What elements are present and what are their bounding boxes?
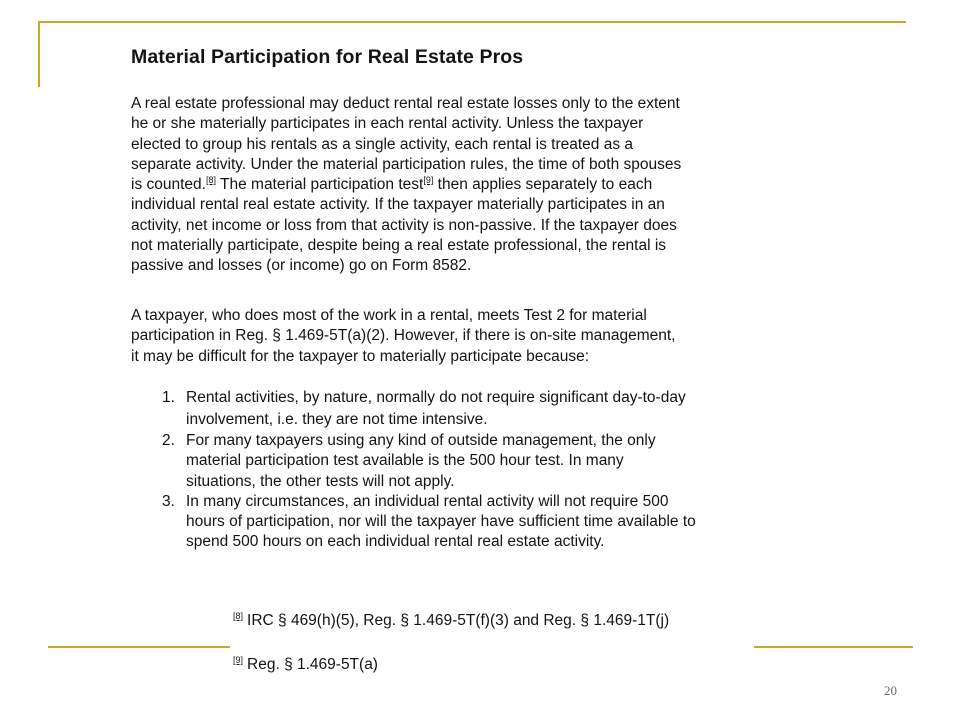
list-item xyxy=(162,492,696,553)
text-line: For many taxpayers using any kind of outside management, the only xyxy=(186,432,656,449)
slide-frame-bottom-left-line xyxy=(48,646,230,648)
text-line: situations, the other tests will not apply. xyxy=(186,472,455,490)
paragraph-material-participation xyxy=(131,94,811,277)
text-line: involvement, i.e. they are not time intensive. xyxy=(186,411,488,428)
text-line: it may be difficult for the taxpayer to materially participate because: xyxy=(131,347,590,365)
document-excerpt xyxy=(118,32,808,572)
footnote-text: Reg. § 1.469-5T(a) xyxy=(247,656,378,673)
footnote-link-9[interactable]: [9] xyxy=(423,175,434,186)
list-item-number: 1. xyxy=(162,389,175,406)
slide-frame-bottom-right-line xyxy=(754,646,913,648)
text-segment: then applies separately to each xyxy=(433,176,653,194)
text-line: individual rental real estate activity. If the taxpayer materially participates in an xyxy=(131,196,665,214)
text-line: A real estate professional may deduct rental real estate losses only to the extent xyxy=(131,95,680,112)
text-line: In many circumstances, an individual rental activity will not require 500 xyxy=(186,492,669,510)
text-line: Rental activities, by nature, normally do not require significant day-to-day xyxy=(186,389,686,406)
text-line-with-references xyxy=(131,175,811,195)
text-line: he or she materially participates in each rental activity. Unless the taxpayer xyxy=(131,115,644,133)
paragraph-test-2 xyxy=(131,306,811,367)
page-number: 20 xyxy=(884,683,897,698)
footnotes-block xyxy=(230,600,754,680)
reasons-list xyxy=(162,387,696,553)
text-segment: is counted. xyxy=(131,176,206,194)
text-line: passive and losses (or income) go on Form 8582. xyxy=(131,257,472,275)
text-line: separate activity. Under the material participation rules, the time of both spouses xyxy=(131,155,682,173)
text-line: not materially participate, despite being a real estate professional, the rental is xyxy=(131,237,667,255)
slide-frame-left-line xyxy=(38,21,40,87)
footnote-ref-9: [9] xyxy=(233,655,244,665)
text-line: material participation test available is the 500 hour test. In many xyxy=(186,452,624,470)
footnote-link-8[interactable]: [8] xyxy=(205,175,216,186)
footnote-9 xyxy=(233,656,378,674)
list-item-number: 2. xyxy=(162,432,175,449)
list-item xyxy=(162,431,696,492)
text-line: A taxpayer, who does most of the work in a rental, meets Test 2 for material xyxy=(131,307,647,324)
text-line: spend 500 hours on each individual rental real estate activity. xyxy=(186,533,605,551)
footnote-text: IRC § 469(h)(5), Reg. § 1.469-5T(f)(3) and Reg. § 1.469-1T(j) xyxy=(247,612,670,629)
text-line: activity, net income or loss from that activity is non-passive. If the taxpayer does xyxy=(131,216,677,234)
document-title: Material Participation for Real Estate Pros xyxy=(131,46,524,68)
footnote-ref-8: [8] xyxy=(233,611,244,621)
text-segment: The material participation test xyxy=(215,176,424,194)
slide-frame-top-line xyxy=(40,21,906,23)
list-item xyxy=(162,387,696,431)
footnote-8 xyxy=(233,612,669,630)
text-line: participation in Reg. § 1.469-5T(a)(2). However, if there is on-site management, xyxy=(131,327,676,345)
text-line: hours of participation, nor will the taxpayer have sufficient time available to xyxy=(186,513,696,531)
text-line: elected to group his rentals as a single activity, each rental is treated as a xyxy=(131,135,634,153)
list-item-number: 3. xyxy=(162,492,175,510)
